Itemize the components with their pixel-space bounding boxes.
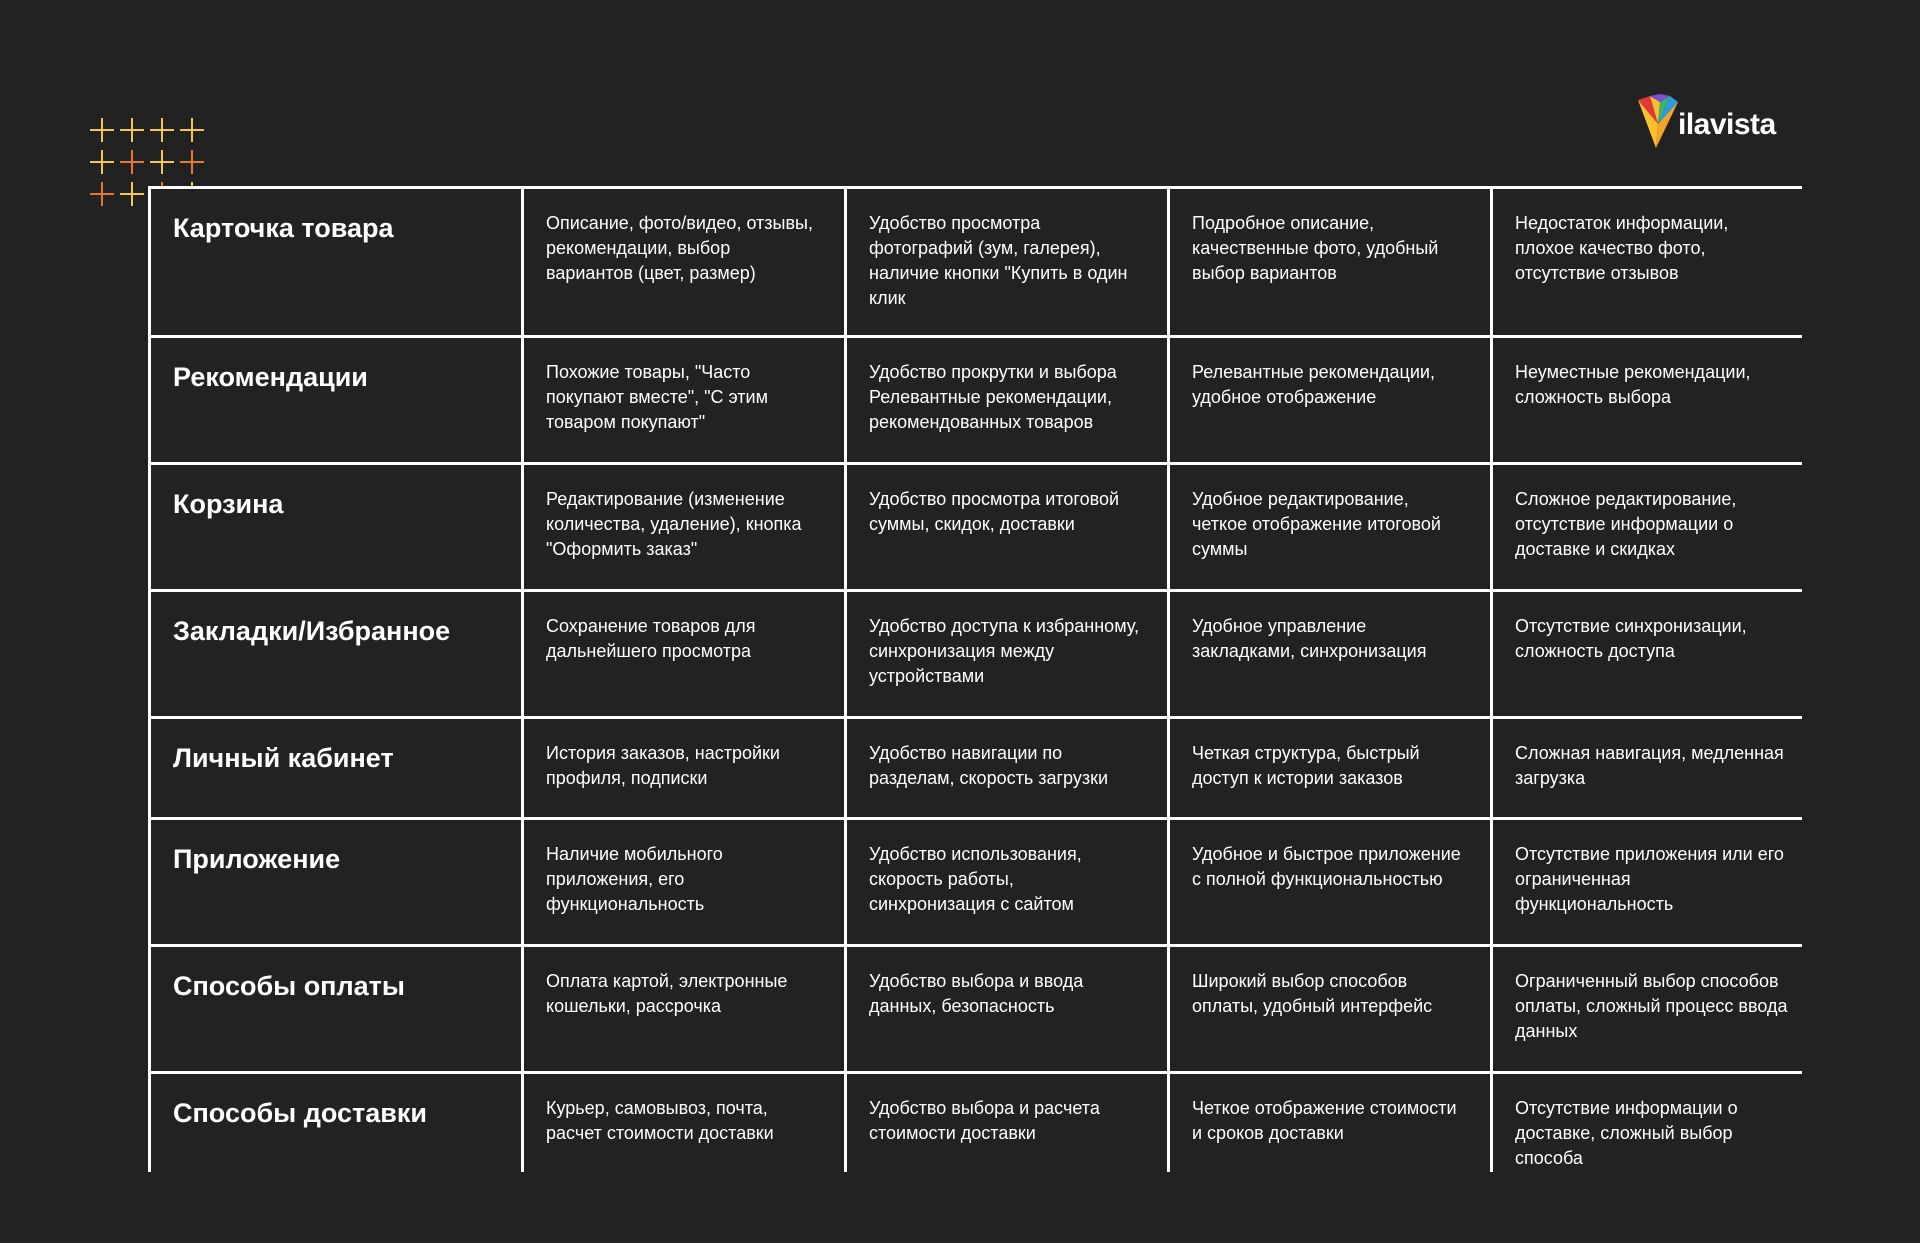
table-cell: Редактирование (изменение количества, удаление), кнопка "Оформить заказ" [524,465,844,589]
row-header: Способы оплаты [151,947,521,1071]
plus-icon [120,182,144,206]
table-cell: Удобство просмотра итоговой суммы, скидок, доставки [847,465,1167,589]
table-cell: Ограниченный выбор способов оплаты, сложный процесс ввода данных [1493,947,1811,1071]
table-cell: Похожие товары, "Часто покупают вместе", "С этим товаром покупают" [524,338,844,462]
table-cell: Отсутствие приложения или его ограниченная функциональность [1493,820,1811,944]
table-cell: Удобство использования, скорость работы, синхронизация с сайтом [847,820,1167,944]
table-cell: Удобство доступа к избранному, синхронизация между устройствами [847,592,1167,716]
table-cell: Оплата картой, электронные кошельки, рассрочка [524,947,844,1071]
table-cell: Удобство навигации по разделам, скорость загрузки [847,719,1167,817]
row-header: Приложение [151,820,521,944]
table-cell: Сложная навигация, медленная загрузка [1493,719,1811,817]
plus-icon [90,182,114,206]
table-cell: Удобство просмотра фотографий (зум, галерея), наличие кнопки "Купить в один клик [847,189,1167,335]
table-cell: Описание, фото/видео, отзывы, рекомендации, выбор вариантов (цвет, размер) [524,189,844,335]
table-cell: Удобство выбора и расчета стоимости доставки [847,1074,1167,1194]
comparison-table [148,186,1802,1172]
table-cell: Сохранение товаров для дальнейшего просмотра [524,592,844,716]
vilavista-v-logo-icon [1636,94,1680,150]
row-header: Способы доставки [151,1074,521,1194]
plus-icon [180,118,204,142]
row-header: Корзина [151,465,521,589]
brand-logo [1636,94,1776,150]
plus-icon [90,118,114,142]
table-cell: Удобство выбора и ввода данных, безопасность [847,947,1167,1071]
table-cell: Широкий выбор способов оплаты, удобный интерфейс [1170,947,1490,1071]
table-cell: Удобное и быстрое приложение с полной функциональностью [1170,820,1490,944]
row-header: Личный кабинет [151,719,521,817]
table-cell: Отсутствие синхронизации, сложность доступа [1493,592,1811,716]
table-cell: Недостаток информации, плохое качество фото, отсутствие отзывов [1493,189,1811,335]
table-cell: Удобное редактирование, четкое отображение итоговой суммы [1170,465,1490,589]
table-cell: История заказов, настройки профиля, подписки [524,719,844,817]
logo-wordmark: ilavista [1678,108,1776,141]
table-cell: Удобство прокрутки и выбора Релевантные рекомендации, рекомендованных товаров [847,338,1167,462]
row-header: Карточка товара [151,189,521,335]
plus-icon [180,150,204,174]
plus-icon [90,150,114,174]
row-header: Закладки/Избранное [151,592,521,716]
table-cell: Сложное редактирование, отсутствие информации о доставке и скидках [1493,465,1811,589]
table-cell: Курьер, самовывоз, почта, расчет стоимости доставки [524,1074,844,1194]
table-cell: Релевантные рекомендации, удобное отображение [1170,338,1490,462]
table-cell: Отсутствие информации о доставке, сложный выбор способа [1493,1074,1811,1194]
table-cell: Четкое отображение стоимости и сроков доставки [1170,1074,1490,1194]
plus-icon [150,150,174,174]
table-cell: Четкая структура, быстрый доступ к истории заказов [1170,719,1490,817]
plus-icon [120,150,144,174]
plus-icon [120,118,144,142]
table-cell: Подробное описание, качественные фото, удобный выбор вариантов [1170,189,1490,335]
table-cell: Наличие мобильного приложения, его функциональность [524,820,844,944]
table-cell: Неуместные рекомендации, сложность выбора [1493,338,1811,462]
plus-icon [150,118,174,142]
table-cell: Удобное управление закладками, синхронизация [1170,592,1490,716]
row-header: Рекомендации [151,338,521,462]
